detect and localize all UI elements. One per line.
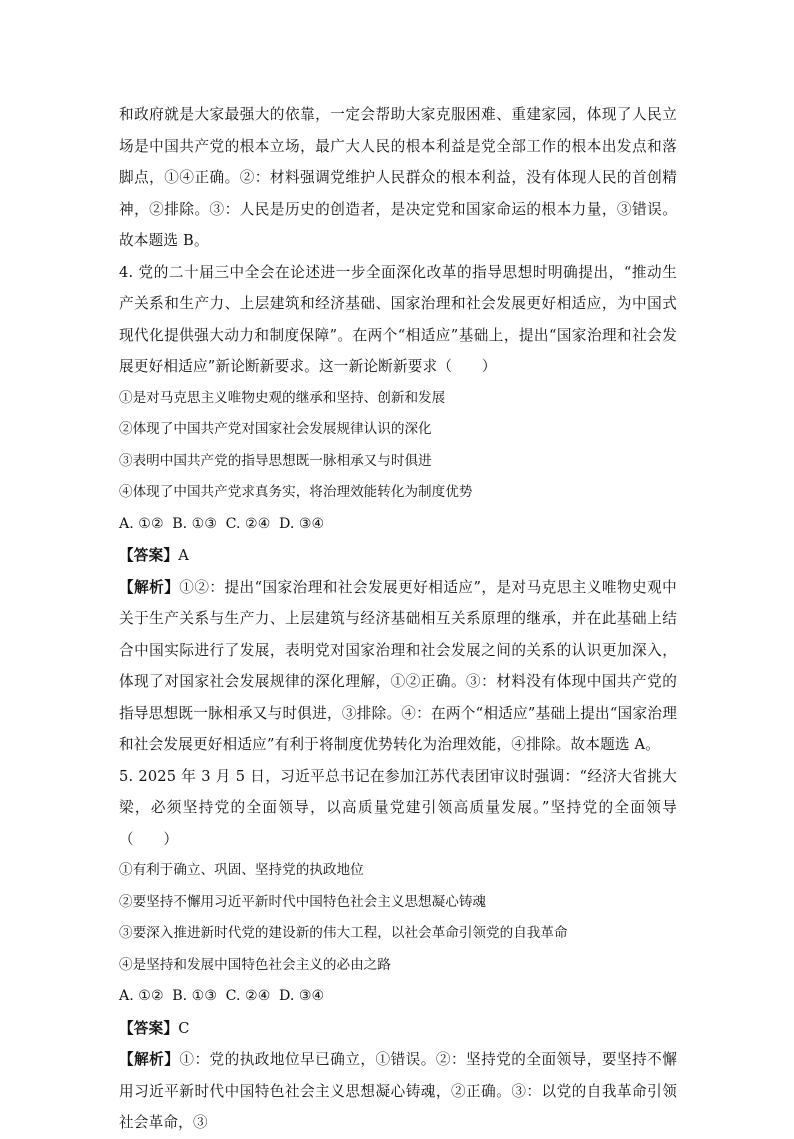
- choice-a: A. ①②: [119, 988, 164, 1004]
- answer-choices: [119, 509, 794, 541]
- option-3: ③表明中国共产党的指导思想既一脉相承又与时俱进: [119, 452, 432, 469]
- question-stem: 5. 2025 年 3 月 5 日，习近平总书记在参加江苏代表团审议时强调：“经济大省挑大梁，必须坚持党的全面领导，以高质量党建引领高质量发展。”坚持党的全面领导（ ）: [119, 767, 677, 848]
- choice-d: D. ③④: [278, 515, 325, 532]
- choice-c: C. ②④: [225, 515, 271, 532]
- choice-b: B. ①③: [172, 515, 218, 532]
- answer-value: C: [178, 1019, 190, 1037]
- answer-choices: [119, 981, 794, 1013]
- option-2: ②要坚持不懈用习近平新时代中国特色社会主义思想凝心铸魂: [119, 893, 487, 910]
- option-3: ③要深入推进新时代党的建设新的伟大工程，以社会革命引领党的自我革命: [119, 925, 568, 941]
- choice-d: D. ③④: [278, 988, 325, 1004]
- question-5: [119, 761, 794, 1139]
- previous-analysis-continuation: 和政府就是大家最强大的依靠，一定会帮助大家克服困难、重建家园，体现了人民立场是中国共产党的根本立场，最广大人民的根本利益是党全部工作的根本出发点和落脚点，①④正确。②：材料强调党维护人民群众的根本利益，没有体现人民的首创精神，②排除。③：人民是历史的创造者，是决定党和国家命运的根本力量，③错误。故本题选 B。: [119, 106, 677, 249]
- answer-tag: 【答案】: [119, 547, 179, 564]
- analysis-paragraph: [119, 1044, 677, 1139]
- answer-value: A: [178, 547, 189, 564]
- answer-line: [119, 540, 677, 572]
- analysis-text: ①②：提出“国家治理和社会发展更好相适应”，是对马克思主义唯物史观中关于生产关系与生产力、上层建筑与经济基础相互关系原理的继承，并在此基础上结合中国实际进行了发展，表明党对国家治理和社会发展之间的关系的认识更加深入，体现了对国家社会发展规律的深化理解，①②正确。③：材料没有体现中国共产党的指导思想既一脉相承又与时俱进，③排除。④：在两个“相适应”基础上提出“国家治理和社会发展更好相适应”有利于将制度优势转化为治理效能，④排除。故本题选 A。: [119, 578, 677, 753]
- option-1: ①是对马克思主义唯物史观的继承和坚持、创新和发展: [119, 389, 446, 406]
- choice-c: C. ②④: [225, 988, 271, 1004]
- option-4: ④体现了中国共产党求真务实，将治理效能转化为制度优势: [119, 484, 473, 500]
- option-2: ②体现了中国共产党对国家社会发展规律认识的深化: [119, 421, 432, 437]
- analysis-text: ①：党的执政地位早已确立，①错误。②：坚持党的全面领导，要坚持不懈用习近平新时代中国特色社会主义思想凝心铸魂，②正确。③：以党的自我革命引领社会革命，③: [119, 1051, 677, 1131]
- option-1: ①有利于确立、巩固、坚持党的执政地位: [119, 862, 364, 878]
- answer-tag: 【答案】: [119, 1019, 179, 1037]
- option-4: ④是坚持和发展中国特色社会主义的必由之路: [119, 956, 391, 973]
- analysis-paragraph: [119, 572, 677, 761]
- question-4: [119, 257, 794, 761]
- question-stem: 4. 党的二十届三中全会在论述进一步全面深化改革的指导思想时明确提出，“推动生产关系和生产力、上层建筑和经济基础、国家治理和社会发展更好相适应，为中国式现代化提供强大动力和制度保障”。在两个“相适应”基础上，提出“国家治理和社会发展更好相适应”新论断新要求。这一新论断新要求（ ）: [119, 263, 677, 375]
- choice-a: A. ①②: [119, 515, 164, 532]
- choice-b: B. ①③: [172, 988, 218, 1004]
- analysis-tag: 【解析】: [119, 1051, 180, 1068]
- answer-line: [119, 1013, 677, 1045]
- analysis-tag: 【解析】: [119, 578, 180, 596]
